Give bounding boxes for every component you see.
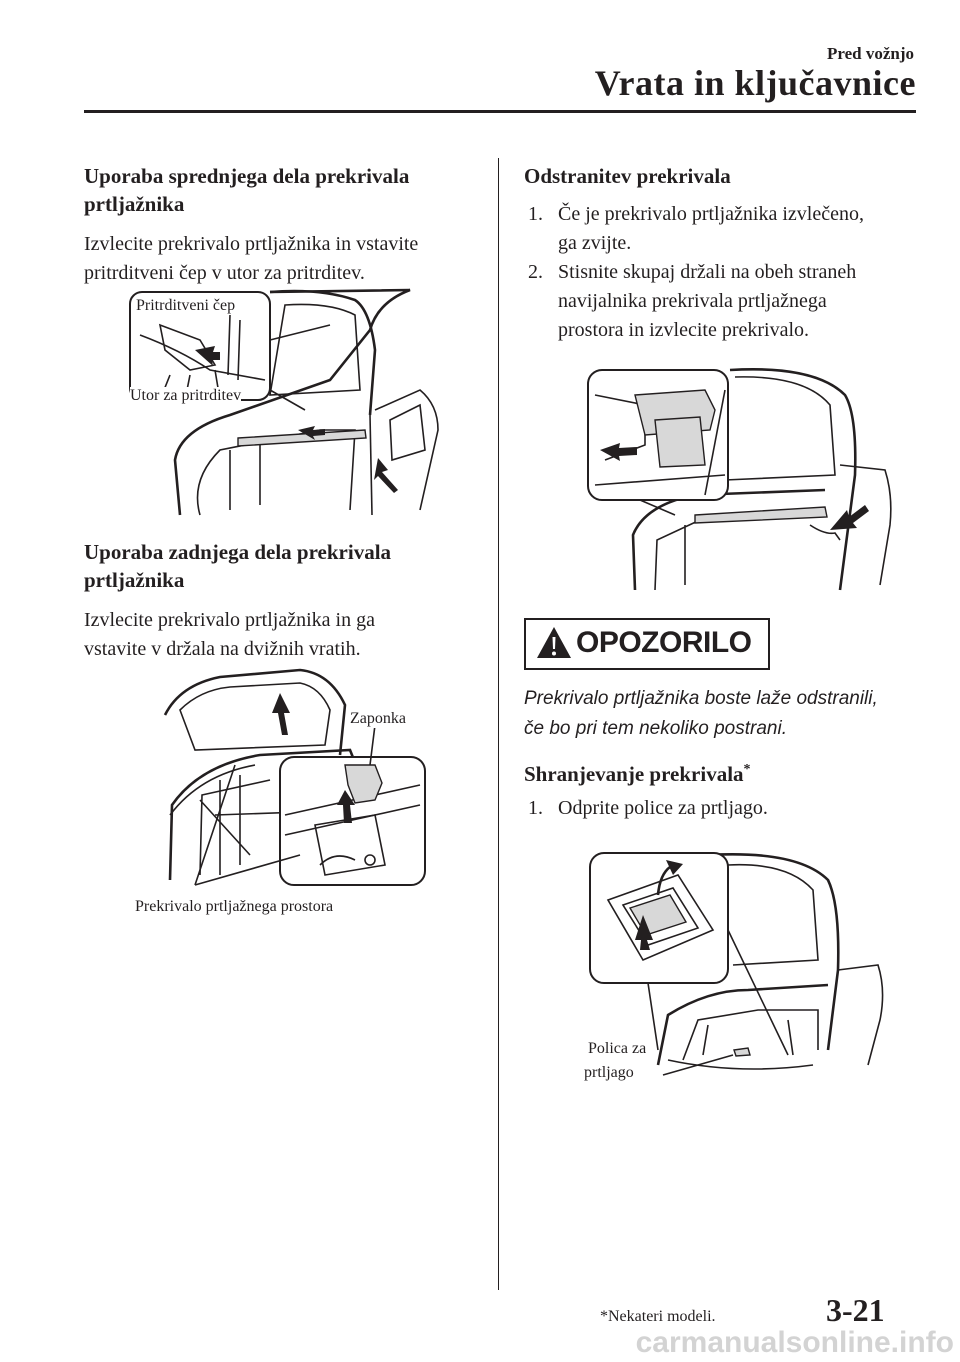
- header-rule: [84, 110, 916, 113]
- rear-text-line2: vstavite v držala na dvižnih vratih.: [84, 638, 361, 660]
- rear-heading-line1: Uporaba zadnjega dela prekrivala: [84, 540, 392, 564]
- front-heading-line2: prtljažnika: [84, 192, 185, 216]
- removal-section: [524, 162, 924, 190]
- chapter-title: Vrata in ključavnice: [594, 63, 916, 103]
- removal-illustration: [585, 365, 895, 595]
- warning-title: OPOZORILO: [576, 626, 752, 659]
- warning-triangle-icon: [536, 625, 572, 661]
- rear-cover-illustration: [160, 665, 430, 890]
- label-fastening-slot: Utor za pritrditev: [130, 387, 242, 404]
- page-number: 3-21: [826, 1292, 885, 1328]
- label-latch: Zaponka: [350, 710, 406, 727]
- rear-heading-line2: prtljažnika: [84, 568, 185, 592]
- label-luggage-shelf-1: Polica za: [588, 1040, 647, 1057]
- footnote: *Nekateri modeli.: [600, 1308, 716, 1325]
- removal-heading: Odstranitev prekrivala: [524, 164, 731, 188]
- removal-step-2: 2. Stisnite skupaj držali na obeh straneh navijalnika prekrivala prtljažnega prostora in izvlecite prekrivalo.: [528, 261, 857, 341]
- storage-heading: Shranjevanje prekrivala: [524, 762, 744, 786]
- front-text-line2: pritrditveni čep v utor za pritrditev.: [84, 262, 365, 284]
- removal-step-1: 1. Če je prekrivalo prtljažnika izvlečeno, ga zvijte.: [528, 203, 864, 254]
- warning-text: Prekrivalo prtljažnika boste laže odstranili, če bo pri tem nekoliko postrani.: [524, 688, 878, 739]
- front-text-line1: Izvlecite prekrivalo prtljažnika in vstavite: [84, 233, 419, 255]
- rear-cover-section: [84, 538, 484, 664]
- storage-heading-mark: *: [743, 762, 751, 777]
- watermark: carmanualsonline.info: [635, 1326, 954, 1359]
- front-cover-section: [84, 162, 484, 288]
- rear-text-line1: Izvlecite prekrivalo prtljažnika in ga: [84, 609, 375, 631]
- label-luggage-cover: Prekrivalo prtljažnega prostora: [135, 898, 334, 915]
- front-heading-line1: Uporaba sprednjega dela prekrivala: [84, 164, 410, 188]
- section-title: Pred vožnjo: [826, 44, 914, 63]
- column-divider: [498, 158, 499, 1290]
- warning-box: [524, 618, 770, 670]
- label-fastening-pin: Pritrditveni čep: [136, 297, 236, 314]
- storage-section: [524, 756, 924, 788]
- storage-step-1: 1. Odprite police za prtljago.: [528, 797, 768, 819]
- label-luggage-shelf-2: prtljago: [584, 1064, 634, 1081]
